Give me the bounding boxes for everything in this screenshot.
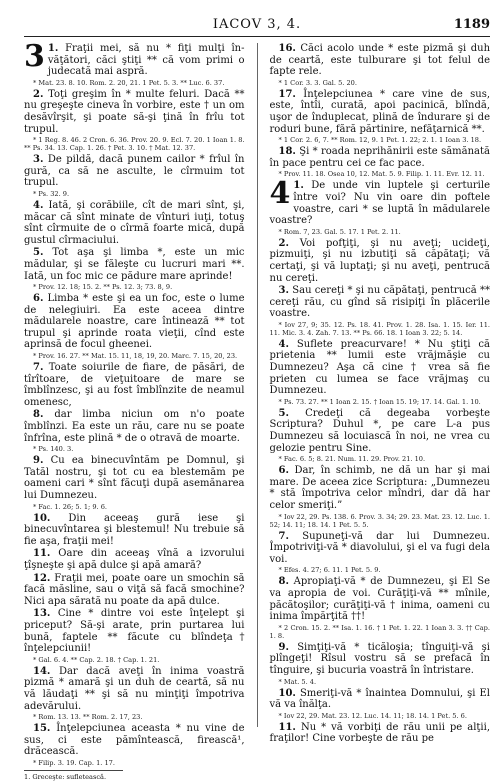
verse-number: 6. bbox=[278, 465, 289, 477]
cross-reference: * 1 Cor. 2. 6, 7. ** Rom. 12, 9. 1 Pet. 1. 22; 2. 1. 1 Ioan 3. 18. bbox=[278, 136, 482, 145]
verse-text: Cine * dintre voi este înţelept şi priceput? Să-şi arate, prin purtarea lui bună, faptele ** făcute cu blîndeţa† înţelepciunii! bbox=[24, 608, 245, 655]
verse bbox=[24, 608, 245, 654]
cross-reference: * Rom. 13. 13. ** Rom. 2. 17, 23. bbox=[33, 713, 143, 722]
page-number: 1189 bbox=[453, 17, 490, 32]
verse bbox=[24, 89, 245, 135]
verse-number: 16. bbox=[278, 43, 296, 54]
verse-text: De unde vin luptele şi certurile între voi? Nu vin oare din poftele voastre, cari * se luptă în mădularele voastre? bbox=[269, 180, 491, 227]
cross-reference: * Rom. 7, 23. Gal. 5. 17. 1 Pet. 2. 11. bbox=[278, 227, 401, 236]
verse-number: 7. bbox=[278, 530, 289, 542]
verse bbox=[270, 339, 491, 397]
verse bbox=[24, 200, 245, 246]
verse-number: 11. bbox=[278, 721, 296, 733]
verse-text: Cu ea binecuvîntăm pe Domnul, şi Tatăl nostru, şi tot cu ea blestemăm pe oameni cari * sînt făcuţi după asemănarea lui Dumnezeu. bbox=[24, 455, 245, 501]
verse bbox=[24, 39, 245, 78]
left-column bbox=[24, 39, 245, 781]
verse-text: Sau cereţi * şi nu căpătaţi, pentrucă ** cereţi rău, cu gînd să risipiţi în plăcerile voastre. bbox=[269, 285, 490, 320]
verse bbox=[24, 723, 245, 758]
cross-reference: * Ps. 73. 27. ** 1 Ioan 2. 15. † Ioan 15. 19; 17. 14. Gal. 1. 10. bbox=[278, 397, 481, 406]
cross-reference: * Efes. 4. 27; 6. 11. 1 Pet. 5. 9. bbox=[278, 566, 381, 575]
verse-text: Supuneţi-vă dar lui Dumnezeu. Împotriviţi-vă * diavolului, şi el va fugi dela voi. bbox=[269, 530, 490, 565]
verse-text: Toate soiurile de fiare, de păsări, de tîrîtoare, de vieţuitoare de mare se îmblînzesc, şi au fost îmblînzite de neamul omenesc, bbox=[24, 362, 245, 408]
cross-reference: * Mat. 23. 8. 10. Rom. 2. 20, 21. 1 Pet. 5. 3. ** Luc. 6. 37. bbox=[33, 78, 225, 87]
cross-reference: * Prov. 12. 18; 15. 2. ** Ps. 12. 3; 73. 8, 9. bbox=[33, 283, 173, 292]
cross-reference: * Gal. 6. 4. ** Cap. 2. 18. † Cap. 1. 21. bbox=[33, 655, 160, 664]
verse-text: Apropiaţi-vă * de Dumnezeu, şi El Se va apropia de voi. Curăţiţi-vă ** mînile, păcătoşilor; curăţiţi-vă † inima, oameni cu inima împărţită ††! bbox=[269, 576, 490, 623]
verse-number: 1. bbox=[293, 180, 304, 192]
verse-number: 2. bbox=[33, 88, 44, 100]
verse-text: Iată, şi corăbiile, cît de mari sînt, şi, măcar că sînt minate de vînturi iuţi, totuş sînt cîrmuite de o cîrmă foarte mică, după gustul cîrmaciului. bbox=[24, 199, 245, 246]
verse bbox=[24, 362, 245, 408]
verse bbox=[270, 238, 491, 284]
verse-number: 8. bbox=[278, 576, 289, 588]
right-column bbox=[269, 43, 491, 745]
cross-reference: * 1 Cor. 3. 3. Gal. 5. 20. bbox=[278, 78, 357, 87]
verse bbox=[270, 43, 491, 78]
verse-text: Căci acolo unde * este pizmă şi duh de ceartă, este tulburare şi tot felul de fapte rele. bbox=[269, 43, 491, 78]
verse-text: Smeriţi-vă * înaintea Domnului, şi El vă va înălţa. bbox=[269, 687, 490, 711]
cross-reference: * Prov. 11. 18. Osea 10, 12. Mat. 5. 9. Filip. 1. 11. Evr. 12. 11. bbox=[278, 170, 485, 179]
verse bbox=[270, 642, 491, 677]
verse-text: Înţelepciunea * care vine de sus, este, întîi, curată, apoi pacinică, blîndă, uşor de înduplecat, plină de îndurare şi de roduri bune, fără părtinire, nefăţarnică **. bbox=[269, 88, 490, 135]
verse bbox=[270, 146, 491, 169]
verse bbox=[270, 465, 491, 511]
chapter-number: 4 bbox=[269, 176, 291, 212]
verse-text: Dar, în schimb, ne dă un har şi mai mare. De aceea zice Scriptura: „Dumnezeu * stă împotriva celor mîndri, dar dă har celor smeriţi.” bbox=[269, 465, 490, 511]
verse-number: 10. bbox=[278, 687, 296, 699]
verse bbox=[24, 293, 245, 351]
cross-reference: * Mat. 5. 4. bbox=[278, 677, 317, 686]
verse-number: 3. bbox=[278, 285, 289, 297]
verse-number: 14. bbox=[33, 665, 51, 677]
verse-text: De pildă, dacă punem cailor * frîul în gură, ca să ne asculte, le cîrmuim tot trupul. bbox=[24, 154, 245, 189]
verse-text: Simţiţi-vă * ticăloşia; tînguiţi-vă şi plîngeţi! Rîsul vostru să se prefacă în tînguire, şi bucuria voastră în întristare. bbox=[269, 641, 490, 676]
verse-number: 5. bbox=[278, 407, 289, 419]
verse bbox=[270, 531, 491, 566]
verse-text: Nu * vă vorbiţi de rău unii pe alţii, fraţilor! Cine vorbeşte de rău pe bbox=[269, 721, 490, 745]
verse-number: 7. bbox=[33, 362, 44, 374]
verse-number: 12. bbox=[33, 572, 51, 584]
verse-number: 15. bbox=[33, 723, 51, 735]
verse bbox=[24, 513, 245, 548]
verse bbox=[24, 455, 245, 501]
page-header bbox=[24, 16, 490, 37]
verse-text: Fraţii mei, poate oare un smochin să facă măsline, sau o viţă să facă smochine? Nici apa sărată nu poate da apă dulce. bbox=[24, 572, 245, 607]
verse bbox=[24, 666, 245, 712]
cross-reference: * Iov 27, 9; 35. 12. Ps. 18. 41. Prov. 1. 28. Isa. 1. 15. Ier. 11. 11. Mic. 3. 4. Zah. 7. 13. ** Ps. 66. 18. 1 Ioan 3. 22; 5. 14. bbox=[269, 320, 490, 337]
verse-number: 3. bbox=[33, 154, 44, 166]
verse-number: 1. bbox=[47, 43, 59, 54]
verse-number: 13. bbox=[33, 608, 51, 620]
cross-reference: * 2 Cron. 15. 2. ** Isa. 1. 16. † 1 Pet. 1. 22. 1 Ioan 3. 3. †† Cap. 1. 8. bbox=[269, 623, 490, 640]
cross-reference: * Filip. 3. 19. Cap. 1. 17. bbox=[33, 758, 115, 767]
verse bbox=[270, 576, 491, 622]
verse bbox=[24, 154, 245, 189]
verse-text: Din aceeaş gură iese şi binecuvîntarea şi blestemul! Nu trebuie să fie aşa, fraţii mei! bbox=[24, 512, 245, 547]
running-title: IACOV 3, 4. bbox=[212, 17, 302, 32]
verse bbox=[270, 89, 491, 135]
verse-text: Şi * roada neprihănirii este sămănată în pace pentru cei ce fac pace. bbox=[269, 146, 490, 169]
verse-text: Credeţi că degeaba vorbeşte Scriptura? Duhul *, pe care L-a pus Dumnezeu să locuiască în noi, ne vrea cu gelozie pentru Sine. bbox=[269, 407, 490, 454]
cross-reference: * Iov 22, 29. Ps. 138. 6. Prov. 3. 34; 29. 23. Mat. 23. 12. Luc. 1. 52; 14. 11; 18. 14. 1 Pet. 5. 5. bbox=[269, 512, 490, 529]
verse-number: 4. bbox=[278, 338, 289, 350]
cross-reference: * Fac. 1. 26; 5. 1; 9. 6. bbox=[33, 502, 108, 511]
cross-reference: * Fac. 6. 5; 8. 21. Num. 11. 29. Prov. 21. 10. bbox=[278, 455, 426, 464]
verse bbox=[269, 176, 491, 227]
verse-number: 6. bbox=[33, 293, 44, 305]
verse-text: Voi pofţiţi, şi nu aveţi; ucideţi, pizmuiţi, şi nu izbutiţi să căpătaţi; vă certaţi, şi vă luptaţi; şi nu aveţi, pentrucă nu cereţi. bbox=[269, 237, 490, 284]
verse-number: 10. bbox=[33, 512, 51, 524]
verse-number: 4. bbox=[33, 199, 44, 211]
verse bbox=[270, 722, 491, 745]
verse bbox=[270, 285, 491, 320]
verse-text: Tot aşa şi limba *, este un mic mădular, şi se făleşte cu lucruri mari **. Iată, un foc mic ce pădure mare aprinde! bbox=[24, 247, 245, 282]
verse-number: 11. bbox=[33, 548, 51, 560]
verse-text: dar limba niciun om n'o poate îmblînzi. Ea este un rău, care nu se poate înfrîna, este plină * de o otravă de moarte. bbox=[24, 409, 245, 444]
verse-text: Fraţii mei, să nu * fiţi mulţi în-văţători, căci ştiţi ** că vom primi o judecată mai aspră. bbox=[47, 43, 245, 78]
cross-reference: * Iov 22, 29. Mat. 23. 12. Luc. 14. 11; 18. 14. 1 Pet. 5. 6. bbox=[278, 711, 467, 720]
verse-text: Dar dacă aveţi în inima voastră pizmă * amară şi un duh de ceartă, să nu vă lăudaţi ** şi să nu minţiţi împotriva adevărului. bbox=[24, 665, 245, 712]
verse bbox=[24, 548, 245, 571]
cross-reference: * Prov. 16. 27. ** Mat. 15. 11, 18, 19, 20. Marc. 7. 15, 20, 23. bbox=[33, 352, 238, 361]
verse-number: 9. bbox=[278, 641, 289, 653]
cross-reference: * Ps. 140. 3. bbox=[33, 445, 74, 454]
verse-number: 18. bbox=[278, 146, 296, 158]
chapter-number: 3 bbox=[24, 39, 45, 74]
column-divider bbox=[257, 43, 258, 727]
verse-text: Limba * este şi ea un foc, este o lume de nelegiuiri. Ea este aceea dintre mădularele noastre, care întinează ** tot trupul şi aprinde roata vieţii, cînd este aprinsă de focul gheenei. bbox=[24, 293, 245, 351]
verse bbox=[24, 409, 245, 444]
verse-number: 5. bbox=[33, 247, 44, 259]
cross-reference: * 1 Reg. 8. 46. 2 Cron. 6. 36. Prov. 20. 9. Ecl. 7. 20. 1 Ioan 1. 8. ** Ps. 34. 13. Cap. 1. 26. † Pet. 3. 10. † Mat. 12. 37. bbox=[24, 136, 245, 153]
verse-number: 9. bbox=[33, 455, 44, 467]
verse bbox=[24, 573, 245, 608]
footnote: 1. Greceşte: sufletească. bbox=[24, 770, 123, 783]
cross-reference: * Ps. 32. 9. bbox=[33, 189, 70, 198]
text-columns bbox=[24, 39, 491, 781]
verse-text: Toţi greşim în * multe feluri. Dacă ** nu greşeşte cineva în vorbire, este † un om desăvîrşit, şi poate să-şi ţină în frîu tot trupul. bbox=[24, 88, 245, 135]
verse-text: Suflete preacurvare! * Nu ştiţi că prietenia ** lumii este vrăjmăşie cu Dumnezeu? Aşa că cine † vrea să fie prieten cu lumea se face vrăjmaş cu Dumnezeu. bbox=[269, 338, 490, 397]
verse-number: 2. bbox=[278, 237, 289, 249]
verse bbox=[24, 247, 245, 282]
verse-number: 17. bbox=[278, 88, 296, 100]
verse bbox=[270, 688, 491, 711]
verse-text: Oare din aceeaş vînă a izvorului ţîşneşte şi apă dulce şi apă amară? bbox=[24, 548, 245, 571]
verse-text: Înţelepciunea aceasta * nu vine de sus, ci este pămîntească, firească¹, drăcească. bbox=[24, 723, 245, 758]
verse bbox=[270, 408, 491, 454]
verse-number: 8. bbox=[33, 409, 44, 421]
